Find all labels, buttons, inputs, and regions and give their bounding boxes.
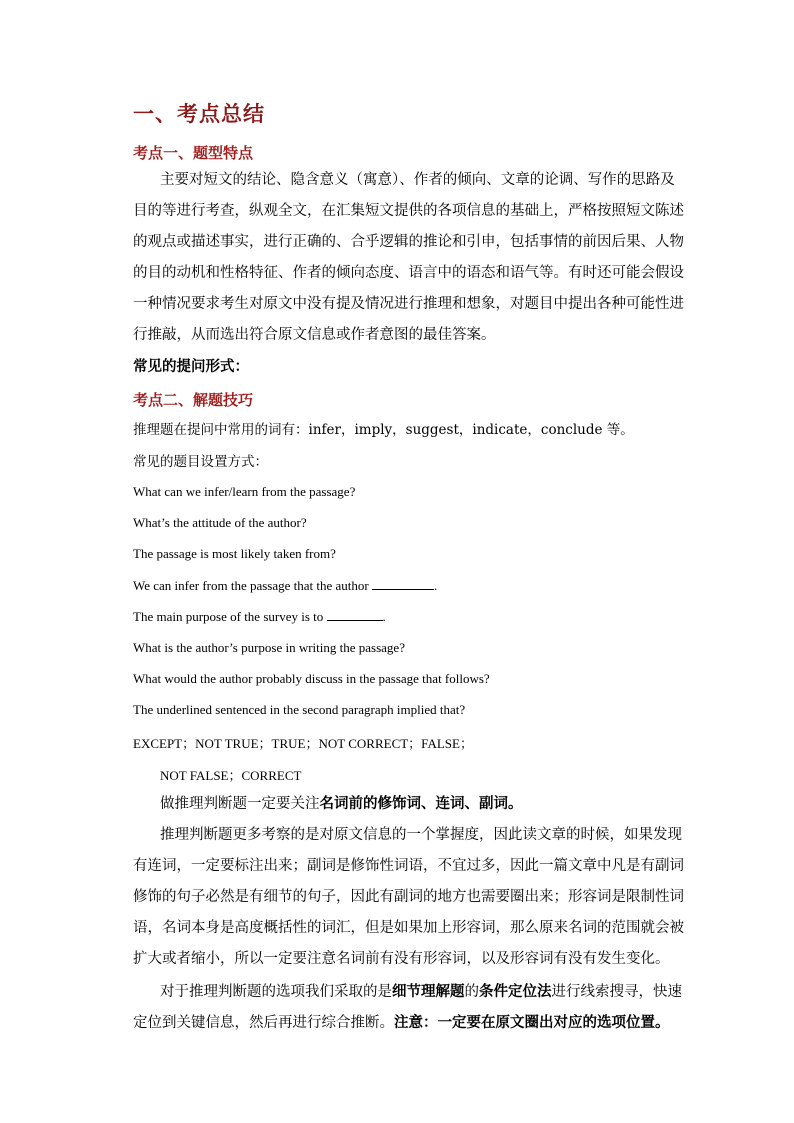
para3-bold-2: 条件定位法 — [479, 983, 552, 1000]
para2-line-5: 扩大或者缩小，所以一定要注意名词前有没有形容词，以及形容词有没有发生变化。 — [133, 951, 670, 967]
point1-line-1: 主要对短文的结论、隐含意义（寓意）、作者的倾向、文章的论调、写作的思路及 — [160, 172, 675, 188]
question-1: What can we infer/learn from the passage? — [133, 484, 356, 499]
para3-bold-1: 细节理解题 — [392, 983, 465, 1000]
question-8: The underlined sentenced in the second paragraph implied that? — [133, 702, 466, 717]
question-3: The passage is most likely taken from? — [133, 546, 336, 561]
section-heading: 一、考点总结 — [133, 101, 265, 126]
setup-label: 常见的题目设置方式： — [133, 454, 268, 470]
answer-blank — [372, 577, 434, 590]
para3-text-3: 进行线索搜寻，快速 — [551, 984, 682, 1000]
para2-line-2: 有连词，一定要标注出来；副词是修饰性词语，不宜过多，因此一篇文章中凡是有副词 — [133, 858, 684, 874]
point1-line-4: 的目的动机和性格特征、作者的倾向态度、语言中的语态和语气等。有时还可能会假设 — [133, 265, 684, 281]
para2-line-3: 修饰的句子必然是有细节的句子，因此有副词的地方也需要圈出来；形容词是限制性词 — [133, 889, 684, 905]
para3-line-1 — [160, 982, 682, 1002]
question-4 — [133, 577, 437, 594]
para2-line-1: 推理判断题更多考察的是对原文信息的一个掌握度，因此读文章的时候，如果发现 — [160, 827, 682, 843]
point1-line-6: 行推敲，从而选出符合原文信息或作者意图的最佳答案。 — [133, 327, 496, 343]
answer-blank — [327, 608, 383, 621]
question-5-period: . — [382, 609, 386, 624]
question-2: What’s the attitude of the author? — [133, 515, 307, 530]
para2-line-4: 语，名词本身是高度概括性的词汇，但是如果加上形容词，那么原来名词的范围就会被 — [133, 920, 684, 936]
question-4-period: . — [434, 578, 438, 593]
focus-line — [160, 794, 523, 814]
focus-prefix: 做推理判断题一定要关注 — [160, 796, 320, 812]
common-words-line: 推理题在提问中常用的词有：infer，imply，suggest，indicate，conclude 等。 — [133, 422, 634, 438]
point2-heading: 考点二、解题技巧 — [133, 391, 254, 409]
question-5 — [133, 608, 386, 625]
question-5-text: The main purpose of the survey is to — [133, 609, 324, 624]
para3-bold-3: 注意：一定要在原文圈出对应的选项位置。 — [394, 1014, 670, 1031]
point1-line-2: 目的等进行考查，纵观全文，在汇集短文提供的各项信息的基础上，严格按照短文陈述 — [133, 203, 684, 219]
point1-heading: 考点一、题型特点 — [133, 144, 254, 162]
common-forms-label: 常见的提问形式： — [133, 358, 249, 375]
answer-keywords-line-2: NOT FALSE；CORRECT — [160, 768, 302, 783]
question-6: What is the author’s purpose in writing the passage? — [133, 640, 405, 655]
point1-line-5: 一种情况要求考生对原文中没有提及情况进行推理和想象，对题目中提出各种可能性进 — [133, 296, 684, 312]
para3-text-1: 对于推理判断题的选项我们采取的是 — [160, 984, 392, 1000]
para3-line-2 — [133, 1013, 670, 1033]
para3-text-4: 定位到关键信息，然后再进行综合推断。 — [133, 1015, 394, 1031]
answer-keywords-line-1: EXCEPT；NOT TRUE；TRUE；NOT CORRECT；FALSE； — [133, 736, 473, 751]
para3-text-2: 的 — [464, 984, 479, 1000]
question-4-text: We can infer from the passage that the author — [133, 578, 369, 593]
focus-bold: 名词前的修饰词、连词、副词。 — [319, 795, 523, 812]
question-7: What would the author probably discuss in the passage that follows? — [133, 671, 490, 686]
point1-line-3: 的观点或描述事实，进行正确的、合乎逻辑的推论和引申，包括事情的前因后果、人物 — [133, 234, 684, 250]
